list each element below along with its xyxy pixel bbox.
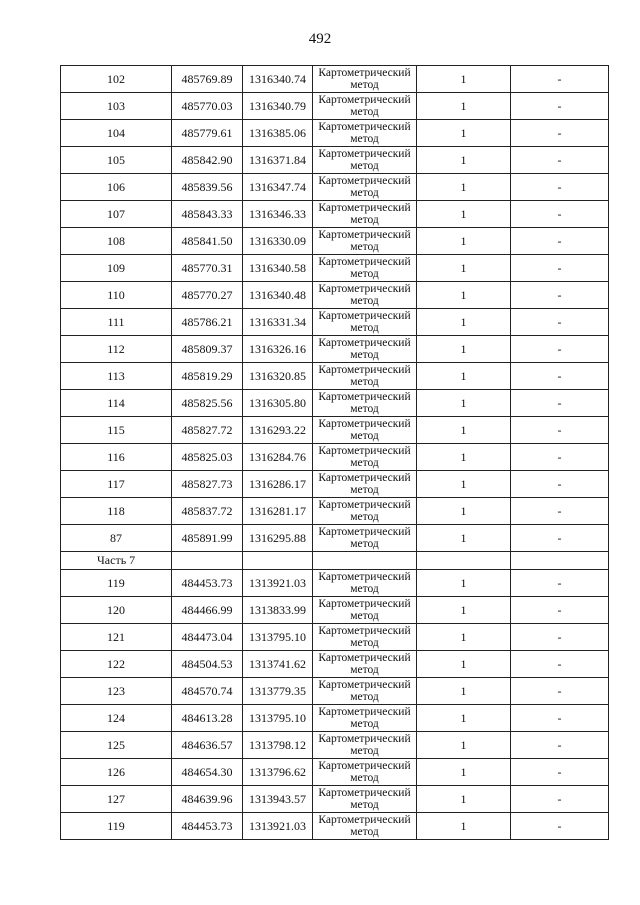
table-row	[61, 282, 609, 309]
x-coordinate-cell: 484453.73	[172, 813, 243, 840]
method-line-2: метод	[350, 484, 379, 496]
accuracy-cell: 1	[417, 786, 511, 813]
note-cell: -	[511, 363, 609, 390]
note-cell: -	[511, 228, 609, 255]
x-coordinate-cell: 484636.57	[172, 732, 243, 759]
method-line-2: метод	[350, 664, 379, 676]
x-coordinate-cell: 484504.53	[172, 651, 243, 678]
method-line-1: Картометрический	[318, 814, 411, 826]
x-coordinate-cell: 485841.50	[172, 228, 243, 255]
note-cell: -	[511, 786, 609, 813]
method-line-2: метод	[350, 268, 379, 280]
method-cell	[313, 417, 417, 444]
point-number-cell: 112	[61, 336, 172, 363]
method-line-1: Картометрический	[318, 337, 411, 349]
table-row	[61, 732, 609, 759]
coordinates-table	[60, 65, 609, 840]
accuracy-cell: 1	[417, 309, 511, 336]
x-coordinate-cell: 484473.04	[172, 624, 243, 651]
note-cell: -	[511, 93, 609, 120]
note-cell: -	[511, 570, 609, 597]
table-row	[61, 759, 609, 786]
accuracy-cell: 1	[417, 66, 511, 93]
table-row	[61, 66, 609, 93]
empty-cell	[313, 552, 417, 570]
method-cell	[313, 147, 417, 174]
method-cell	[313, 282, 417, 309]
method-line-1: Картометрический	[318, 625, 411, 637]
method-line-2: метод	[350, 637, 379, 649]
method-line-2: метод	[350, 133, 379, 145]
x-coordinate-cell: 485825.56	[172, 390, 243, 417]
y-coordinate-cell: 1313921.03	[243, 570, 313, 597]
x-coordinate-cell: 485770.27	[172, 282, 243, 309]
method-line-1: Картометрический	[318, 706, 411, 718]
method-cell	[313, 93, 417, 120]
table-row	[61, 174, 609, 201]
y-coordinate-cell: 1313796.62	[243, 759, 313, 786]
method-line-1: Картометрический	[318, 571, 411, 583]
accuracy-cell: 1	[417, 624, 511, 651]
y-coordinate-cell: 1316340.58	[243, 255, 313, 282]
accuracy-cell: 1	[417, 390, 511, 417]
y-coordinate-cell: 1316286.17	[243, 471, 313, 498]
x-coordinate-cell: 485843.33	[172, 201, 243, 228]
point-number-cell: 127	[61, 786, 172, 813]
point-number-cell: 115	[61, 417, 172, 444]
method-line-1: Картометрический	[318, 283, 411, 295]
y-coordinate-cell: 1316385.06	[243, 120, 313, 147]
accuracy-cell: 1	[417, 705, 511, 732]
section-row	[61, 552, 609, 570]
note-cell: -	[511, 66, 609, 93]
note-cell: -	[511, 759, 609, 786]
method-cell	[313, 597, 417, 624]
method-cell	[313, 255, 417, 282]
accuracy-cell: 1	[417, 651, 511, 678]
method-line-1: Картометрический	[318, 787, 411, 799]
table-row	[61, 363, 609, 390]
x-coordinate-cell: 485819.29	[172, 363, 243, 390]
table-row	[61, 336, 609, 363]
accuracy-cell: 1	[417, 174, 511, 201]
method-cell	[313, 390, 417, 417]
method-line-1: Картометрический	[318, 364, 411, 376]
accuracy-cell: 1	[417, 93, 511, 120]
method-cell	[313, 174, 417, 201]
y-coordinate-cell: 1316305.80	[243, 390, 313, 417]
method-line-2: метод	[350, 538, 379, 550]
y-coordinate-cell: 1316326.16	[243, 336, 313, 363]
method-cell	[313, 759, 417, 786]
method-line-2: метод	[350, 718, 379, 730]
x-coordinate-cell: 484639.96	[172, 786, 243, 813]
method-line-2: метод	[350, 403, 379, 415]
accuracy-cell: 1	[417, 813, 511, 840]
note-cell: -	[511, 255, 609, 282]
table-row	[61, 786, 609, 813]
method-cell	[313, 66, 417, 93]
note-cell: -	[511, 147, 609, 174]
point-number-cell: 123	[61, 678, 172, 705]
note-cell: -	[511, 705, 609, 732]
accuracy-cell: 1	[417, 498, 511, 525]
method-line-1: Картометрический	[318, 526, 411, 538]
y-coordinate-cell: 1316340.79	[243, 93, 313, 120]
method-line-1: Картометрический	[318, 94, 411, 106]
point-number-cell: 108	[61, 228, 172, 255]
accuracy-cell: 1	[417, 759, 511, 786]
table-row	[61, 120, 609, 147]
empty-cell	[243, 552, 313, 570]
method-line-2: метод	[350, 610, 379, 622]
accuracy-cell: 1	[417, 444, 511, 471]
y-coordinate-cell: 1316346.33	[243, 201, 313, 228]
x-coordinate-cell: 485827.73	[172, 471, 243, 498]
y-coordinate-cell: 1313798.12	[243, 732, 313, 759]
method-line-1: Картометрический	[318, 760, 411, 772]
point-number-cell: 121	[61, 624, 172, 651]
note-cell: -	[511, 813, 609, 840]
method-line-1: Картометрический	[318, 499, 411, 511]
method-line-1: Картометрический	[318, 472, 411, 484]
method-cell	[313, 624, 417, 651]
y-coordinate-cell: 1316340.48	[243, 282, 313, 309]
y-coordinate-cell: 1316331.34	[243, 309, 313, 336]
y-coordinate-cell: 1316320.85	[243, 363, 313, 390]
method-cell	[313, 201, 417, 228]
method-line-2: метод	[350, 511, 379, 523]
method-cell	[313, 678, 417, 705]
x-coordinate-cell: 484453.73	[172, 570, 243, 597]
note-cell: -	[511, 282, 609, 309]
method-line-1: Картометрический	[318, 67, 411, 79]
method-line-1: Картометрический	[318, 148, 411, 160]
x-coordinate-cell: 485891.99	[172, 525, 243, 552]
method-line-2: метод	[350, 430, 379, 442]
method-cell	[313, 525, 417, 552]
point-number-cell: 124	[61, 705, 172, 732]
table-row	[61, 228, 609, 255]
method-line-2: метод	[350, 376, 379, 388]
x-coordinate-cell: 485770.31	[172, 255, 243, 282]
accuracy-cell: 1	[417, 282, 511, 309]
table-row	[61, 705, 609, 732]
x-coordinate-cell: 485769.89	[172, 66, 243, 93]
table-row	[61, 651, 609, 678]
method-line-2: метод	[350, 457, 379, 469]
x-coordinate-cell: 485779.61	[172, 120, 243, 147]
method-line-2: метод	[350, 826, 379, 838]
method-line-1: Картометрический	[318, 229, 411, 241]
method-line-2: метод	[350, 160, 379, 172]
x-coordinate-cell: 485786.21	[172, 309, 243, 336]
method-line-1: Картометрический	[318, 652, 411, 664]
table-body	[61, 66, 609, 840]
method-line-2: метод	[350, 799, 379, 811]
method-line-2: метод	[350, 295, 379, 307]
note-cell: -	[511, 174, 609, 201]
table-row	[61, 444, 609, 471]
y-coordinate-cell: 1313741.62	[243, 651, 313, 678]
method-line-2: метод	[350, 583, 379, 595]
method-cell	[313, 570, 417, 597]
empty-cell	[172, 552, 243, 570]
point-number-cell: 116	[61, 444, 172, 471]
table-row	[61, 471, 609, 498]
method-cell	[313, 363, 417, 390]
method-cell	[313, 813, 417, 840]
x-coordinate-cell: 485809.37	[172, 336, 243, 363]
point-number-cell: 118	[61, 498, 172, 525]
x-coordinate-cell: 484466.99	[172, 597, 243, 624]
y-coordinate-cell: 1316284.76	[243, 444, 313, 471]
method-line-2: метод	[350, 241, 379, 253]
x-coordinate-cell: 484613.28	[172, 705, 243, 732]
y-coordinate-cell: 1313921.03	[243, 813, 313, 840]
note-cell: -	[511, 309, 609, 336]
accuracy-cell: 1	[417, 228, 511, 255]
table-row	[61, 417, 609, 444]
method-cell	[313, 120, 417, 147]
table-row	[61, 93, 609, 120]
method-line-2: метод	[350, 691, 379, 703]
y-coordinate-cell: 1316347.74	[243, 174, 313, 201]
table-row	[61, 570, 609, 597]
accuracy-cell: 1	[417, 255, 511, 282]
x-coordinate-cell: 485837.72	[172, 498, 243, 525]
point-number-cell: 107	[61, 201, 172, 228]
method-line-2: метод	[350, 349, 379, 361]
accuracy-cell: 1	[417, 525, 511, 552]
note-cell: -	[511, 336, 609, 363]
y-coordinate-cell: 1316293.22	[243, 417, 313, 444]
method-cell	[313, 336, 417, 363]
point-number-cell: 105	[61, 147, 172, 174]
accuracy-cell: 1	[417, 417, 511, 444]
method-line-1: Картометрический	[318, 391, 411, 403]
page-number: 492	[308, 31, 332, 47]
method-line-2: метод	[350, 106, 379, 118]
y-coordinate-cell: 1316340.74	[243, 66, 313, 93]
accuracy-cell: 1	[417, 678, 511, 705]
note-cell: -	[511, 471, 609, 498]
empty-cell	[511, 552, 609, 570]
table-row	[61, 813, 609, 840]
method-line-1: Картометрический	[318, 733, 411, 745]
accuracy-cell: 1	[417, 147, 511, 174]
y-coordinate-cell: 1316330.09	[243, 228, 313, 255]
method-line-1: Картометрический	[318, 175, 411, 187]
table-row	[61, 255, 609, 282]
x-coordinate-cell: 485827.72	[172, 417, 243, 444]
x-coordinate-cell: 484654.30	[172, 759, 243, 786]
method-cell	[313, 228, 417, 255]
method-line-1: Картометрический	[318, 121, 411, 133]
note-cell: -	[511, 651, 609, 678]
method-line-2: метод	[350, 772, 379, 784]
y-coordinate-cell: 1316371.84	[243, 147, 313, 174]
method-line-2: метод	[350, 187, 379, 199]
note-cell: -	[511, 390, 609, 417]
y-coordinate-cell: 1313779.35	[243, 678, 313, 705]
point-number-cell: 111	[61, 309, 172, 336]
accuracy-cell: 1	[417, 363, 511, 390]
note-cell: -	[511, 444, 609, 471]
accuracy-cell: 1	[417, 201, 511, 228]
point-number-cell: 102	[61, 66, 172, 93]
method-line-1: Картометрический	[318, 418, 411, 430]
point-number-cell: 119	[61, 813, 172, 840]
accuracy-cell: 1	[417, 471, 511, 498]
point-number-cell: 109	[61, 255, 172, 282]
method-line-2: метод	[350, 79, 379, 91]
method-line-1: Картометрический	[318, 256, 411, 268]
method-cell	[313, 309, 417, 336]
table-row	[61, 498, 609, 525]
method-cell	[313, 732, 417, 759]
method-line-2: метод	[350, 745, 379, 757]
method-line-1: Картометрический	[318, 598, 411, 610]
x-coordinate-cell: 485839.56	[172, 174, 243, 201]
note-cell: -	[511, 498, 609, 525]
method-cell	[313, 498, 417, 525]
note-cell: -	[511, 525, 609, 552]
x-coordinate-cell: 485770.03	[172, 93, 243, 120]
method-line-2: метод	[350, 322, 379, 334]
method-cell	[313, 471, 417, 498]
point-number-cell: 103	[61, 93, 172, 120]
method-line-1: Картометрический	[318, 445, 411, 457]
point-number-cell: 106	[61, 174, 172, 201]
method-cell	[313, 705, 417, 732]
y-coordinate-cell: 1313833.99	[243, 597, 313, 624]
table-row	[61, 147, 609, 174]
accuracy-cell: 1	[417, 570, 511, 597]
accuracy-cell: 1	[417, 336, 511, 363]
accuracy-cell: 1	[417, 120, 511, 147]
y-coordinate-cell: 1316281.17	[243, 498, 313, 525]
table-row	[61, 597, 609, 624]
table-row	[61, 309, 609, 336]
y-coordinate-cell: 1313795.10	[243, 624, 313, 651]
method-line-1: Картометрический	[318, 310, 411, 322]
x-coordinate-cell: 485825.03	[172, 444, 243, 471]
x-coordinate-cell: 485842.90	[172, 147, 243, 174]
note-cell: -	[511, 624, 609, 651]
point-number-cell: 122	[61, 651, 172, 678]
point-number-cell: 126	[61, 759, 172, 786]
note-cell: -	[511, 597, 609, 624]
table-row	[61, 525, 609, 552]
note-cell: -	[511, 201, 609, 228]
point-number-cell: 87	[61, 525, 172, 552]
table-row	[61, 678, 609, 705]
y-coordinate-cell: 1313943.57	[243, 786, 313, 813]
table-row	[61, 624, 609, 651]
point-number-cell: 104	[61, 120, 172, 147]
method-line-2: метод	[350, 214, 379, 226]
y-coordinate-cell: 1313795.10	[243, 705, 313, 732]
point-number-cell: 113	[61, 363, 172, 390]
method-line-1: Картометрический	[318, 202, 411, 214]
x-coordinate-cell: 484570.74	[172, 678, 243, 705]
point-number-cell: 114	[61, 390, 172, 417]
empty-cell	[417, 552, 511, 570]
accuracy-cell: 1	[417, 597, 511, 624]
method-cell	[313, 786, 417, 813]
point-number-cell: 125	[61, 732, 172, 759]
note-cell: -	[511, 120, 609, 147]
method-line-1: Картометрический	[318, 679, 411, 691]
accuracy-cell: 1	[417, 732, 511, 759]
point-number-cell: 117	[61, 471, 172, 498]
table-row	[61, 201, 609, 228]
point-number-cell: 110	[61, 282, 172, 309]
y-coordinate-cell: 1316295.88	[243, 525, 313, 552]
point-number-cell: 119	[61, 570, 172, 597]
note-cell: -	[511, 732, 609, 759]
method-cell	[313, 444, 417, 471]
section-label: Часть 7	[61, 552, 172, 570]
note-cell: -	[511, 678, 609, 705]
method-cell	[313, 651, 417, 678]
point-number-cell: 120	[61, 597, 172, 624]
table-row	[61, 390, 609, 417]
note-cell: -	[511, 417, 609, 444]
